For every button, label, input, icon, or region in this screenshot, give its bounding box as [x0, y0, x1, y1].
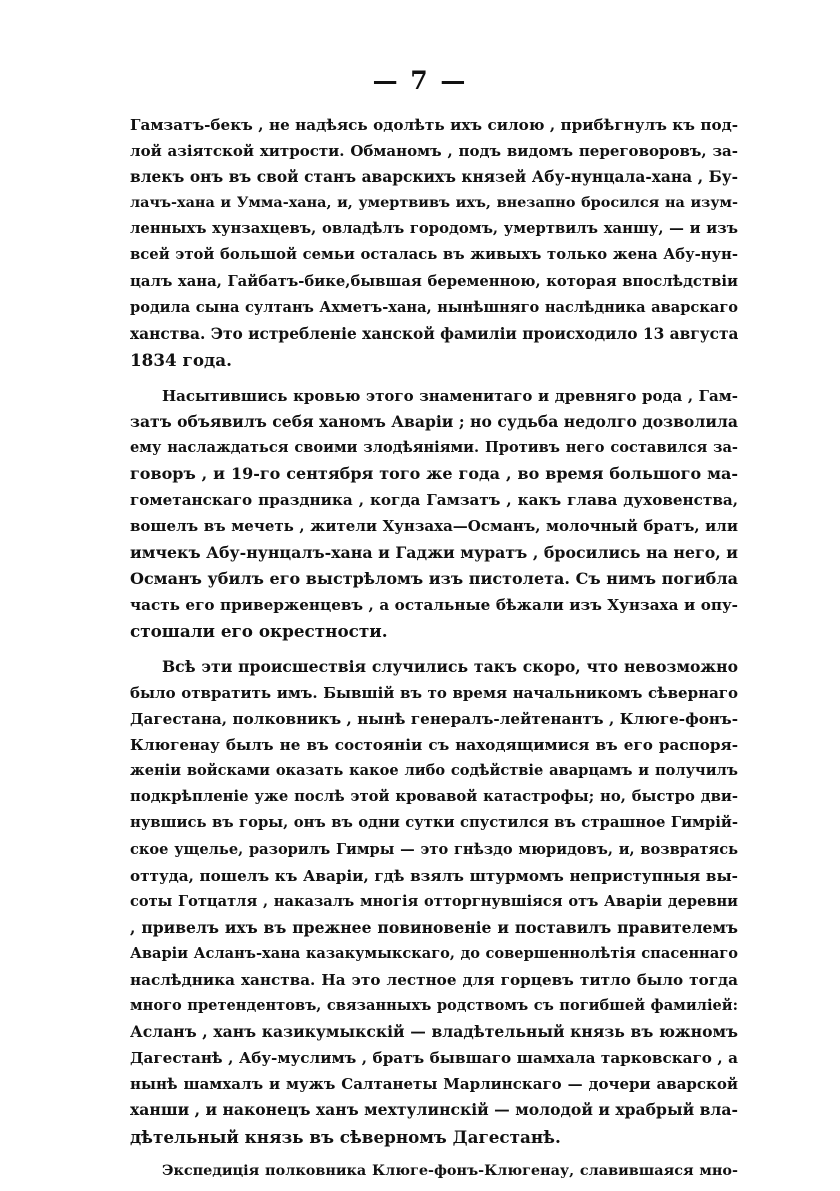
- text-line: Аваріи Асланъ-хана казакумыкскаго, до совершеннолѣтія спасеннаго: [130, 944, 738, 962]
- paragraph-1: [130, 112, 738, 373]
- text-line: дѣтельный князь въ сѣверномъ Дагестанѣ.: [130, 1126, 561, 1147]
- text-line: лачъ-хана и Умма-хана, и, умертвивъ ихъ, внезапно бросился на изум-: [130, 194, 738, 212]
- body-text: [130, 112, 738, 1184]
- text-line: женіи войсками оказать какое либо содѣйствіе аварцамъ и получилъ: [130, 762, 738, 780]
- text-line: всей этой большой семьи осталась въ живыхъ только жена Абу-нун-: [130, 246, 738, 264]
- text-line: Клюгенау былъ не въ состояніи съ находящимися въ его распоря-: [130, 736, 738, 755]
- text-line: оттуда, пошелъ къ Аваріи, гдѣ взялъ штурмомъ неприступныя вы-: [130, 866, 738, 885]
- text-line: соты Готцатля , наказалъ многія отторгнувшіяся отъ Аваріи деревни: [130, 892, 738, 910]
- text-line: , привелъ ихъ въ прежнее повиновеніе и поставилъ правителемъ: [130, 917, 738, 937]
- text-line: Всѣ эти происшествія случились такъ скоро, что невозможно: [162, 656, 738, 676]
- text-line: цалъ хана, Гайбатъ-бике,бывшая беременною, которая впослѣдствіи: [130, 272, 738, 290]
- text-line: ханства. Это истребленіе ханской фамиліи происходило 13 августа: [130, 324, 738, 343]
- text-line: затъ объявилъ себя ханомъ Аваріи ; но судьба недолго дозволила: [130, 412, 738, 432]
- text-line: ханши , и наконецъ ханъ мехтулинскій — молодой и храбрый вла-: [130, 1100, 738, 1120]
- page-number: — 7 —: [372, 66, 468, 95]
- paragraph-4: [130, 1158, 738, 1184]
- text-line: Дагестана, полковникъ , нынѣ генералъ-лейтенантъ , Клюге-фонъ-: [130, 710, 738, 729]
- text-line: часть его приверженцевъ , а остальные бѣжали изъ Хунзаха и опу-: [130, 595, 738, 614]
- text-line: имчекъ Абу-нунцалъ-хана и Гаджи муратъ , бросились на него, и: [130, 542, 738, 562]
- text-line: родила сына султанъ Ахметъ-хана, нынѣшняго наслѣдника аварскаго: [130, 298, 738, 316]
- text-line: Дагестанѣ , Абу-муслимъ , братъ бывшаго шамхала тарковскаго , а: [130, 1049, 738, 1068]
- text-line: нувшись въ горы, онъ въ одни сутки спустился въ страшное Гимрій-: [130, 814, 738, 832]
- text-line: много претендентовъ, связанныхъ родствомъ съ погибшей фамиліей:: [130, 997, 738, 1015]
- text-line: Насытившись кровью этого знаменитаго и древняго рода , Гам-: [162, 386, 738, 405]
- text-line: гометанскаго праздника , когда Гамзатъ , какъ глава духовенства,: [130, 491, 738, 510]
- text-line: стошали его окрестности.: [130, 620, 388, 641]
- paragraph-2: [130, 383, 738, 644]
- text-line: подкрѣпленіе уже послѣ этой кровавой катастрофы; но, быстро дви-: [130, 788, 738, 806]
- paragraph-3: [130, 654, 738, 1150]
- text-line: ское ущелье, разорилъ Гимры — это гнѣздо мюридовъ, и, возвратясь: [130, 840, 738, 858]
- text-line: было отвратить имъ. Бывшій въ то время начальникомъ сѣвернаго: [130, 683, 738, 702]
- text-line: ленныхъ хунзахцевъ, овладѣлъ городомъ, умертвилъ ханшу, — и изъ: [130, 220, 738, 238]
- text-line: говоръ , и 19-го сентября того же года , во время большого ма-: [130, 464, 738, 484]
- text-line: 1834 года.: [130, 349, 232, 370]
- text-line: Экспедиція полковника Клюге-фонъ-Клюгенау, славившаяся мно-: [162, 1161, 738, 1179]
- text-line: ему наслаждаться своими злодѣяніями. Противъ него составился за-: [130, 439, 738, 457]
- text-line: влекъ онъ въ свой станъ аварскихъ князей Абу-нунцала-хана , Бу-: [130, 168, 738, 187]
- text-line: Гамзатъ-бекъ , не надѣясь одолѣть ихъ силою , прибѣгнулъ къ под-: [130, 116, 738, 134]
- text-line: нынѣ шамхалъ и мужъ Салтанеты Марлинскаго — дочери аварской: [130, 1075, 738, 1094]
- text-line: Османъ убилъ его выстрѣломъ изъ пистолета. Съ нимъ погибла: [130, 568, 738, 588]
- text-line: Асланъ , ханъ казикумыкскій — владѣтельный князь въ южномъ: [130, 1022, 738, 1042]
- text-line: лой азіятской хитрости. Обманомъ , подъ видомъ переговоровъ, за-: [130, 142, 738, 161]
- text-line: вошелъ въ мечеть , жители Хунзаха—Османъ, молочный братъ, или: [130, 517, 738, 536]
- text-line: наслѣдника ханства. На это лестное для горцевъ титло было тогда: [130, 971, 738, 989]
